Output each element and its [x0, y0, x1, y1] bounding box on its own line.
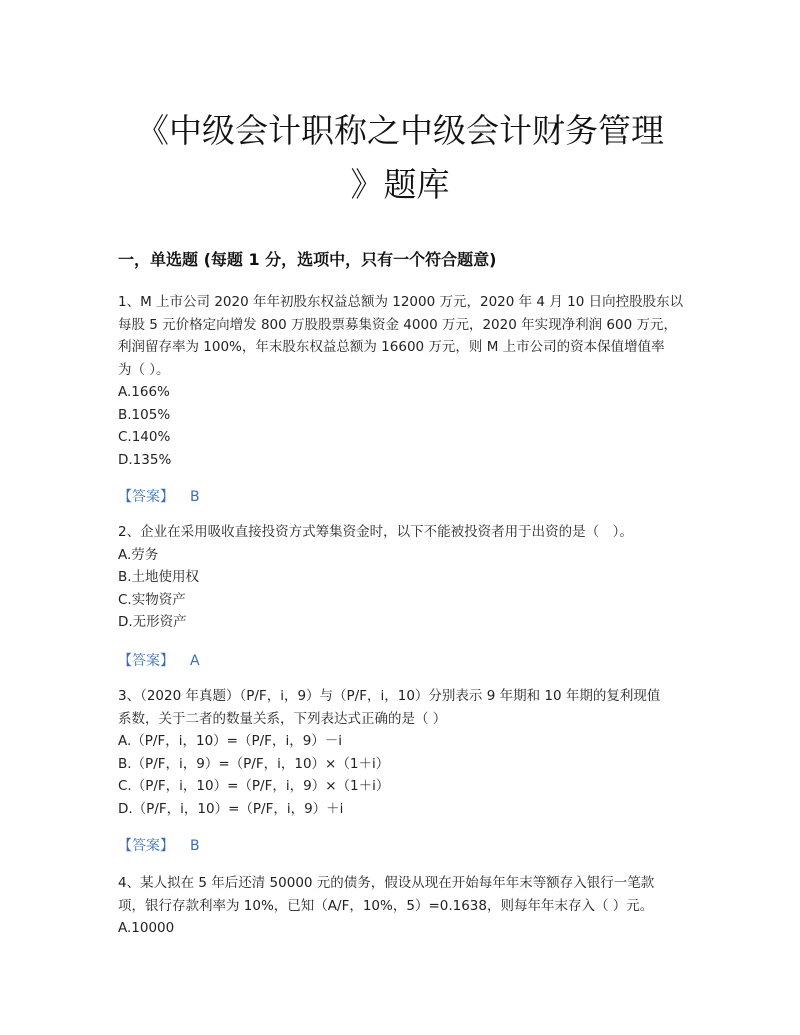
answer-label: 【答案】 — [118, 489, 174, 505]
option-a: A.10000 — [118, 920, 175, 936]
question-text-line: 为（ ）。 — [118, 361, 170, 378]
question-2 — [118, 521, 688, 634]
answer-label: 【答案】 — [118, 838, 174, 854]
answer-label: 【答案】 — [118, 653, 174, 669]
option-b: B.（P/F，i，9）=（P/F，i，10）×（1＋i） — [118, 755, 390, 772]
document-title — [100, 104, 700, 212]
question-4 — [118, 872, 688, 940]
option-a: A.（P/F，i，10）=（P/F，i，9）－i — [118, 733, 343, 749]
title-line-2: 》题库 — [350, 165, 450, 204]
option-b: B.105% — [118, 406, 171, 423]
answer-value: B — [190, 489, 200, 505]
option-c: C.（P/F，i，10）=（P/F，i，9）×（1＋i） — [118, 778, 390, 794]
question-text-line: 3、（2020 年真题）（P/F，i，9）与（P/F，i，10）分别表示 9 年期和 10 年期的复利现值 — [118, 688, 661, 704]
option-a: A.劳务 — [118, 546, 159, 563]
answer-value: B — [190, 838, 200, 854]
option-d: D.无形资产 — [118, 614, 187, 630]
answer-value: A — [190, 653, 200, 669]
answer-3 — [118, 835, 200, 855]
option-c: C.140% — [118, 429, 171, 445]
question-text-line: 系数，关于二者的数量关系，下列表达式正确的是（ ） — [118, 710, 447, 727]
answer-1 — [118, 486, 200, 506]
question-text-line: 4、某人拟在 5 年后还清 50000 元的债务，假设从现在开始每年年末等额存入银行一笔款 — [118, 875, 655, 891]
option-d: D.（P/F，i，10）=（P/F，i，9）＋i — [118, 800, 344, 817]
answer-2 — [118, 650, 200, 670]
option-a: A.166% — [118, 384, 170, 400]
question-text-line: 每股 5 元价格定向增发 800 万股股票募集资金 4000 万元，2020 年实现净利润 600 万元， — [118, 316, 677, 333]
option-d: D.135% — [118, 451, 172, 468]
question-text-line: 1、M 上市公司 2020 年年初股东权益总额为 12000 万元，2020 年 4 月 10 日向控股股东以 — [118, 294, 684, 310]
option-c: C.实物资产 — [118, 591, 186, 608]
section-heading: 一，单选题 (每题 1 分，选项中，只有一个符合题意) — [118, 250, 497, 269]
question-text-line: 利润留存率为 100%，年末股东权益总额为 16600 万元，则 M 上市公司的资本保值增值率 — [118, 339, 665, 355]
question-text-line: 2、企业在采用吸收直接投资方式筹集资金时，以下不能被投资者用于出资的是（ ）。 — [118, 524, 633, 540]
option-b: B.土地使用权 — [118, 569, 200, 585]
question-1 — [118, 291, 688, 471]
title-line-1: 《中级会计职称之中级会计财务管理 — [136, 111, 664, 150]
question-text-line: 项，银行存款利率为 10%，已知（A/F，10%，5）=0.1638，则每年年末存入（ ）元。 — [118, 897, 654, 914]
question-3 — [118, 685, 688, 820]
